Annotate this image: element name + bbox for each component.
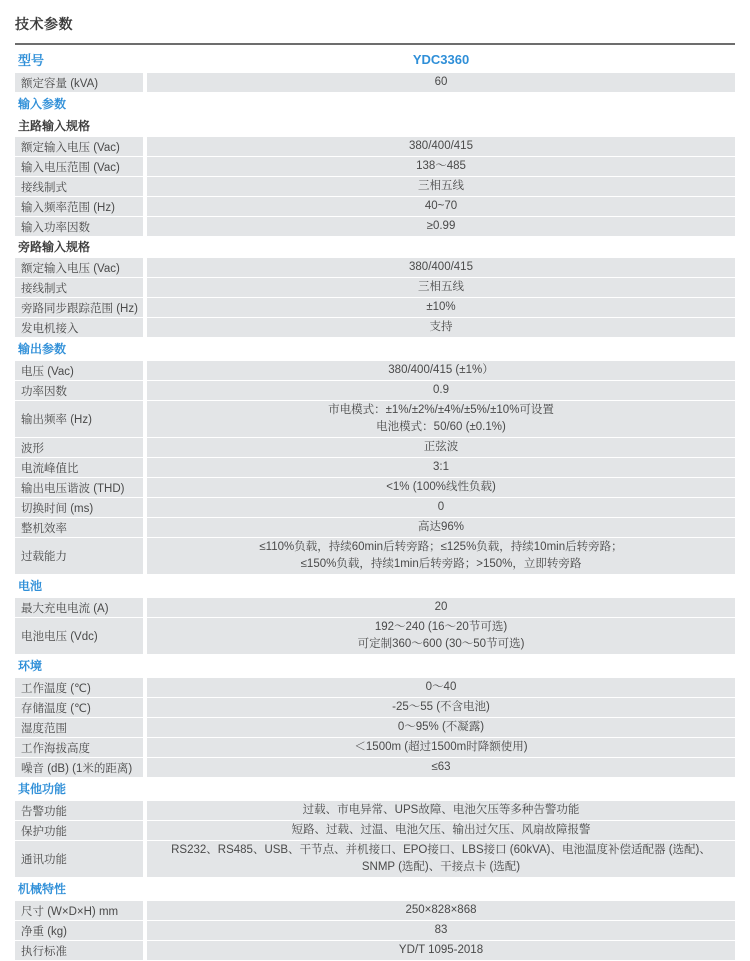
table-row <box>15 921 735 940</box>
spec-value-line: ≤110%负载，持续60min后转旁路；≤125%负载，持续10min后转旁路； <box>259 541 623 553</box>
table-row <box>15 278 735 297</box>
spec-label: 功率因数 <box>15 381 143 400</box>
table-row <box>15 841 735 877</box>
table-row <box>15 401 735 437</box>
spec-value <box>147 518 735 537</box>
section-header-row <box>15 778 735 800</box>
table-row <box>15 718 735 737</box>
spec-value <box>147 841 735 877</box>
spec-label: 存储温度 (℃) <box>15 698 143 717</box>
section-header-row <box>15 338 735 360</box>
spec-value <box>147 598 735 617</box>
spec-label: 最大充电电流 (A) <box>15 598 143 617</box>
spec-value <box>147 177 735 196</box>
model-value: YDC3360 <box>147 46 735 72</box>
table-row <box>15 758 735 777</box>
spec-label: 发电机接入 <box>15 318 143 337</box>
spec-value-line: ＜1500m (超过1500m时降额使用) <box>354 741 528 753</box>
spec-value <box>147 278 735 297</box>
spec-value-line: 电池模式：50/60 (±0.1%) <box>376 421 506 433</box>
spec-label: 接线制式 <box>15 177 143 196</box>
spec-value <box>147 73 735 92</box>
spec-value <box>147 801 735 820</box>
table-row <box>15 197 735 216</box>
spec-value-line: -25〜55 (不含电池) <box>392 701 490 713</box>
table-row <box>15 157 735 176</box>
spec-value <box>147 718 735 737</box>
spec-value-line: 短路、过载、过温、电池欠压、输出过欠压、风扇故障报警 <box>291 824 591 836</box>
spec-label: 工作温度 (℃) <box>15 678 143 697</box>
spec-label: 额定容量 (kVA) <box>15 73 143 92</box>
subsection-header-row <box>15 237 735 257</box>
section-header-battery: 电池 <box>15 575 735 597</box>
spec-value-line: 高达96% <box>417 521 465 533</box>
spec-value <box>147 258 735 277</box>
spec-label: 过载能力 <box>15 538 143 574</box>
spec-value-line: SNMP (选配)、干接点卡 (选配) <box>361 861 521 873</box>
table-row <box>15 498 735 517</box>
spec-value <box>147 438 735 457</box>
section-header-row <box>15 878 735 900</box>
spec-value-line: 20 <box>434 601 448 613</box>
spec-value <box>147 538 735 574</box>
spec-value-line: 市电模式：±1%/±2%/±4%/±5%/±10%可设置 <box>328 404 554 416</box>
spec-label: 电池电压 (Vdc) <box>15 618 143 654</box>
table-body <box>15 46 735 960</box>
table-row <box>15 901 735 920</box>
table-row <box>15 177 735 196</box>
spec-value-line: ≥0.99 <box>426 220 456 232</box>
spec-value-line: ±10% <box>426 301 456 313</box>
spec-value-line: 0〜95% (不凝露) <box>397 721 485 733</box>
spec-value-line: 支持 <box>429 321 453 333</box>
section-header-mechanical: 机械特性 <box>15 878 735 900</box>
section-header-row <box>15 575 735 597</box>
spec-value-line: 40~70 <box>424 200 458 212</box>
spec-label: 整机效率 <box>15 518 143 537</box>
spec-value <box>147 618 735 654</box>
spec-value <box>147 901 735 920</box>
spec-value-line: 60 <box>434 76 448 88</box>
spec-label: 波形 <box>15 438 143 457</box>
spec-value <box>147 381 735 400</box>
spec-label: 工作海拔高度 <box>15 738 143 757</box>
spec-value-line: 0〜40 <box>425 681 457 693</box>
table-row <box>15 618 735 654</box>
section-header-environment: 环境 <box>15 655 735 677</box>
spec-value <box>147 698 735 717</box>
table-row <box>15 478 735 497</box>
table-row <box>15 73 735 92</box>
spec-value-line: 3:1 <box>433 461 449 473</box>
spec-label: 尺寸 (W×D×H) mm <box>15 901 143 920</box>
table-row <box>15 438 735 457</box>
section-header-row <box>15 93 735 115</box>
spec-value-line: 380/400/415 (±1%） <box>388 364 494 376</box>
spec-value-line: 过载、市电异常、UPS故障、电池欠压等多种告警功能 <box>302 804 580 816</box>
table-row <box>15 698 735 717</box>
spec-label: 电压 (Vac) <box>15 361 143 380</box>
spec-value <box>147 318 735 337</box>
table-row <box>15 678 735 697</box>
spec-label: 电流峰值比 <box>15 458 143 477</box>
spec-value <box>147 821 735 840</box>
table-row <box>15 318 735 337</box>
table-row <box>15 217 735 236</box>
spec-value-line: 138〜485 <box>416 160 466 172</box>
table-row <box>15 137 735 156</box>
table-row <box>15 538 735 574</box>
spec-value <box>147 137 735 156</box>
spec-value-line: 83 <box>434 924 448 936</box>
model-label: 型号 <box>15 46 143 72</box>
subsection-header-row <box>15 116 735 136</box>
spec-value <box>147 941 735 960</box>
spec-value-line: 380/400/415 <box>409 261 473 273</box>
section-header-other-functions: 其他功能 <box>15 778 735 800</box>
spec-label: 额定输入电压 (Vac) <box>15 258 143 277</box>
spec-value-line: 三相五线 <box>418 180 464 192</box>
section-header-output: 输出参数 <box>15 338 735 360</box>
spec-value <box>147 921 735 940</box>
spec-value-line: 正弦波 <box>423 441 459 453</box>
table-row <box>15 361 735 380</box>
page-title: 技术参数 <box>15 16 73 32</box>
spec-label: 执行标准 <box>15 941 143 960</box>
spec-label: 切换时间 (ms) <box>15 498 143 517</box>
spec-value-line: RS232、RS485、USB、干节点、并机接口、EPO接口、LBS接口 (60kVA)、电池温度补偿适配器 (选配)、 <box>171 844 711 856</box>
spec-value-line: 0.9 <box>433 384 449 396</box>
spec-value <box>147 361 735 380</box>
table-row <box>15 381 735 400</box>
spec-label: 输入功率因数 <box>15 217 143 236</box>
table-row <box>15 258 735 277</box>
table-row <box>15 801 735 820</box>
spec-value-line: YD/T 1095-2018 <box>398 944 484 956</box>
spec-value-line: 0 <box>437 501 445 513</box>
table-row <box>15 941 735 960</box>
spec-label: 输入电压范围 (Vac) <box>15 157 143 176</box>
spec-value <box>147 298 735 317</box>
spec-label: 净重 (kg) <box>15 921 143 940</box>
spec-value-line: ≤63 <box>431 761 451 773</box>
section-header-input: 输入参数 <box>15 93 735 115</box>
table-row <box>15 458 735 477</box>
spec-value <box>147 401 735 437</box>
model-row <box>15 46 735 72</box>
spec-value <box>147 498 735 517</box>
table-row <box>15 598 735 617</box>
spec-value <box>147 478 735 497</box>
spec-value-line: 250×828×868 <box>405 904 477 916</box>
table-row <box>15 298 735 317</box>
section-header-row <box>15 655 735 677</box>
table-row <box>15 821 735 840</box>
spec-label: 输出电压谐波 (THD) <box>15 478 143 497</box>
spec-value <box>147 678 735 697</box>
spec-label: 额定输入电压 (Vac) <box>15 137 143 156</box>
spec-value-line: 380/400/415 <box>409 140 473 152</box>
spec-value-line: 可定制360〜600 (30〜50节可选) <box>357 638 525 650</box>
table-row <box>15 738 735 757</box>
spec-label: 告警功能 <box>15 801 143 820</box>
spec-value <box>147 217 735 236</box>
spec-value-line: 三相五线 <box>418 281 464 293</box>
subsection-header-label: 主路输入规格 <box>15 116 735 136</box>
spec-value <box>147 738 735 757</box>
table-row <box>15 518 735 537</box>
technical-specifications-table <box>15 45 735 961</box>
spec-value-line: 192〜240 (16〜20节可选) <box>374 621 508 633</box>
spec-label: 接线制式 <box>15 278 143 297</box>
spec-value <box>147 197 735 216</box>
spec-label: 输出频率 (Hz) <box>15 401 143 437</box>
spec-label: 保护功能 <box>15 821 143 840</box>
spec-value-line: ≤150%负载，持续1min后转旁路；>150%，立即转旁路 <box>300 558 582 570</box>
spec-label: 噪音 (dB) (1米的距离) <box>15 758 143 777</box>
spec-value <box>147 157 735 176</box>
spec-label: 湿度范围 <box>15 718 143 737</box>
spec-value <box>147 758 735 777</box>
spec-label: 输入频率范围 (Hz) <box>15 197 143 216</box>
subsection-header-label: 旁路输入规格 <box>15 237 735 257</box>
spec-label: 旁路同步跟踪范围 (Hz) <box>15 298 143 317</box>
spec-value <box>147 458 735 477</box>
spec-label: 通讯功能 <box>15 841 143 877</box>
spec-value-line: <1% (100%线性负载) <box>386 481 496 493</box>
